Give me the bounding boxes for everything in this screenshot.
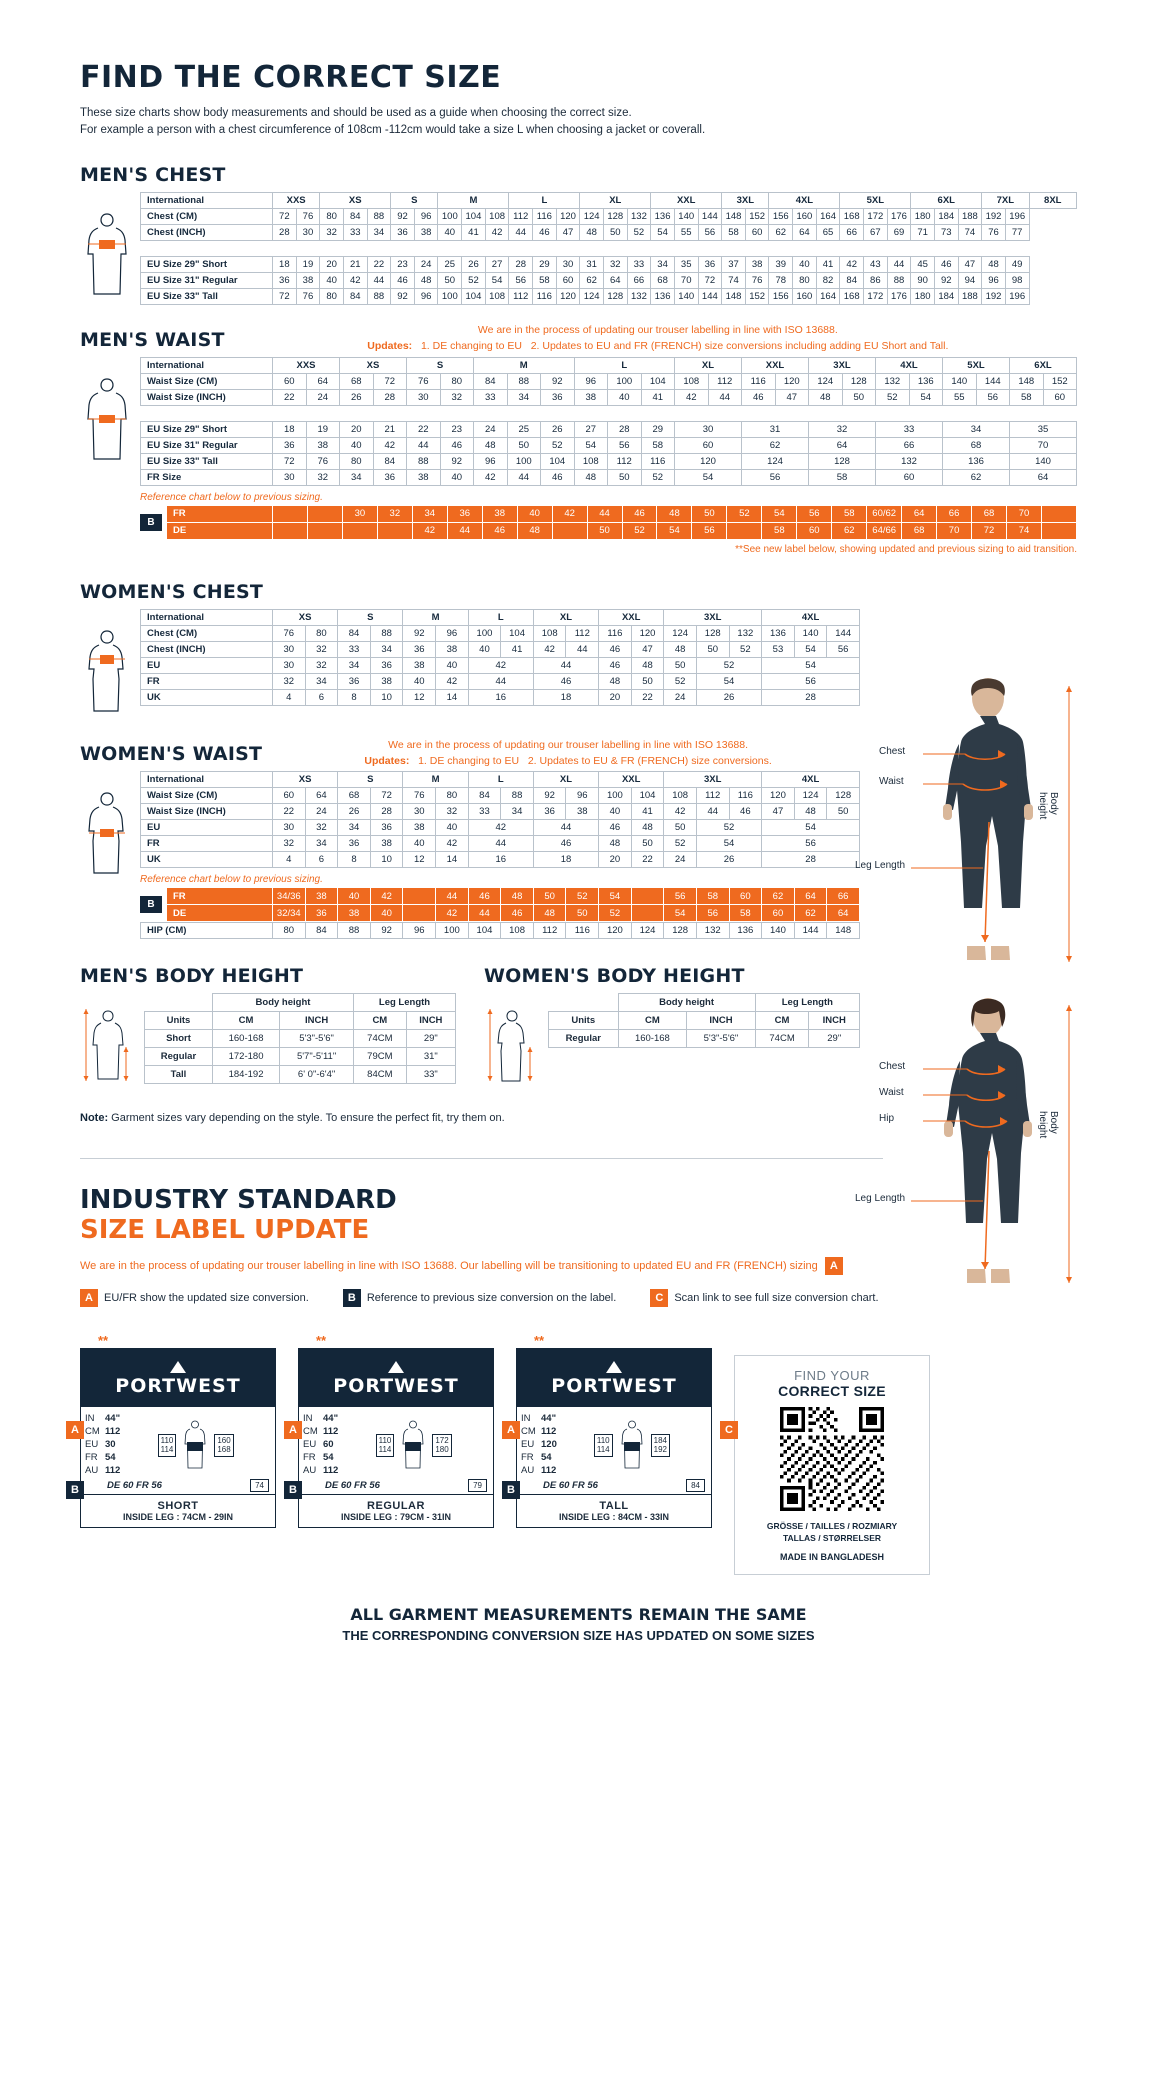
label-leg-regular: 79 xyxy=(468,1479,487,1492)
legend-text-b: Reference to previous size conversion on the label. xyxy=(366,1292,617,1305)
label-card-short xyxy=(71,1333,276,1528)
legend-text-c: Scan link to see full size conversion chart. xyxy=(674,1292,879,1305)
mens-waist-updates-label: Updates: xyxy=(367,340,413,353)
mens-waist-ref-note: Reference chart below to previous sizing. xyxy=(140,491,323,503)
womens-body-height-table xyxy=(548,993,860,1048)
col-header-international: International xyxy=(141,193,273,209)
label-footer-short: SHORT INSIDE LEG : 74CM - 29IN xyxy=(81,1494,275,1527)
female-model-figure xyxy=(883,991,1083,1291)
table-row: Chest (INCH) 30 32 33 34 36 38 40 41 42 44 46 47 48 50 52 53 54 56 xyxy=(141,641,860,657)
badge-a-inline: A xyxy=(825,1257,843,1275)
page-title: FIND THE CORRECT SIZE xyxy=(80,60,502,95)
qr-line-1: FIND YOUR xyxy=(794,1368,870,1384)
table-row: International XXS XS S M L XL XXL 3XL 4XL 5XL 6XL 7XL 8XL xyxy=(141,193,1077,209)
table-row: Waist Size (INCH) 22 24 26 28 30 32 33 34 36 38 40 41 42 44 46 47 48 50 xyxy=(141,804,860,820)
table-row: UK 4 6 8 10 12 14 16 18 20 22 24 26 28 xyxy=(141,689,860,705)
intro-line-1: These size charts show body measurements and should be used as a guide when choosing the correct size. xyxy=(80,107,632,119)
womens-chest-section xyxy=(80,581,860,720)
table-row: Body height Leg Length xyxy=(145,994,456,1012)
mens-waist-table xyxy=(140,357,1077,486)
mens-chest-heading: MEN'S CHEST xyxy=(80,164,226,187)
callout-female-body-height: Body height xyxy=(1037,1111,1059,1139)
mens-waist-iso-note: We are in the process of updating our trouser labelling in line with ISO 13688. xyxy=(477,324,838,337)
label-footer-tall: TALL INSIDE LEG : 84CM - 33IN xyxy=(517,1494,711,1527)
table-row: Chest (CM) 72 76 80 84 88 92 96 100 104 108 112 116 120 124 128 132 136 140 144 148 152 156 160 164 168 172 176 180 184 188 192 196 xyxy=(141,209,1077,225)
table-row: Regular 160-168 5'3"-5'6" 74CM 29" xyxy=(549,1030,860,1048)
womens-waist-heading: WOMEN'S WAIST xyxy=(80,743,263,766)
table-row: Waist Size (INCH) 22 24 26 28 30 32 33 34 36 38 40 41 42 44 46 47 48 50 52 54 55 56 58 60 xyxy=(141,389,1077,405)
portwest-logo-icon xyxy=(388,1361,404,1373)
badge-a-legend: A xyxy=(80,1289,98,1307)
womens-hip-table xyxy=(140,922,860,939)
female-model-block xyxy=(855,991,1083,1296)
table-row: UK 4 6 8 10 12 14 16 18 20 22 24 26 28 xyxy=(141,852,860,868)
womens-chest-table xyxy=(140,609,860,706)
body-height-section xyxy=(80,965,860,1090)
qr-line-4: TALLAS / STØRRELSER xyxy=(782,1532,882,1543)
male-model-figure xyxy=(883,672,1083,972)
qr-line-3: GRÖSSE / TAILLES / ROZMIARY xyxy=(766,1521,898,1532)
table-row: EU Size 33" Tall 72 76 80 84 88 92 96 100 104 108 112 116 120 124 128 132 136 140 144 148 152 156 160 164 168 172 176 180 184 188 192 196 xyxy=(141,289,1077,305)
table-row: International XS S M L XL XXL 3XL 4XL xyxy=(141,772,860,788)
footer-note-text: Garment sizes vary depending on the style. To ensure the perfect fit, try them on. xyxy=(108,1112,505,1125)
female-torso-figure xyxy=(80,609,140,720)
table-row: FR 30 32 34 36 38 40 42 44 46 48 50 52 54 56 58 60/62 64 66 68 70 xyxy=(167,505,1077,522)
badge-b-womens-waist: B xyxy=(140,896,162,913)
table-row: FR 34/36 38 40 42 44 46 48 50 52 54 56 58 60 62 64 66 xyxy=(167,888,860,905)
callout-female-waist: Waist xyxy=(879,1087,904,1098)
mens-chest-section xyxy=(80,164,1077,305)
womens-waist-update-1: 1. DE changing to EU xyxy=(418,754,520,767)
portwest-logo-icon xyxy=(170,1361,186,1373)
table-row: EU Size 31" Regular 36 38 40 42 44 46 48 50 52 54 56 58 60 62 64 66 68 70 72 74 76 78 80 82 84 86 88 90 92 94 96 98 xyxy=(141,273,1077,289)
label-figure-short: 110 114 160 168 xyxy=(120,1413,271,1477)
label-de-line-regular: DE 60 FR 56 xyxy=(325,1480,380,1492)
badge-a-label-tall: A xyxy=(502,1421,520,1439)
badge-c-legend: C xyxy=(650,1289,668,1307)
callout-female-chest: Chest xyxy=(879,1061,906,1072)
female-height-figure xyxy=(484,993,542,1090)
brand-block-tall xyxy=(517,1349,711,1407)
label-spec-tall: IN 44" CM 112 EU 120 FR 54 AU 112 xyxy=(521,1413,557,1476)
badge-c-qr: C xyxy=(720,1421,738,1439)
label-leg-tall: 84 xyxy=(686,1479,705,1492)
brand-block-regular xyxy=(299,1349,493,1407)
male-waist-figure xyxy=(80,357,140,468)
table-row: EU Size 29" Short 18 19 20 21 22 23 24 25 26 27 28 29 30 31 32 33 34 35 36 37 38 39 40 41 42 43 44 45 46 47 48 49 xyxy=(141,257,1077,273)
female-waist-figure xyxy=(80,771,140,882)
mens-waist-legacy-chart xyxy=(140,505,1077,540)
footer-note-label: Note: xyxy=(80,1112,109,1125)
table-row: Chest (CM) 76 80 84 88 92 96 100 104 108 112 116 120 124 128 132 136 140 144 xyxy=(141,625,860,641)
mens-waist-heading: MEN'S WAIST xyxy=(80,328,225,351)
table-row: Regular 172-180 5'7"-5'11" 79CM 31" xyxy=(145,1048,456,1066)
bottom-note-2: THE CORRESPONDING CONVERSION SIZE HAS UPDATED ON SOME SIZES xyxy=(342,1628,815,1644)
table-row: Units CM INCH CM INCH xyxy=(549,1012,860,1030)
table-row: International XXS XS S M L XL XXL 3XL 4XL 5XL 6XL xyxy=(141,357,1077,373)
brand-name-regular: PORTWEST xyxy=(333,1375,459,1398)
callout-female-hip: Hip xyxy=(879,1113,895,1124)
qr-line-5: MADE IN BANGLADESH xyxy=(779,1552,884,1563)
male-torso-figure xyxy=(80,192,140,303)
label-stars-short: ** xyxy=(98,1333,109,1349)
table-row: EU 30 32 34 36 38 40 42 44 46 48 50 52 54 xyxy=(141,820,860,836)
womens-body-height-heading: WOMEN'S BODY HEIGHT xyxy=(484,965,745,988)
mens-chest-table xyxy=(140,192,1077,305)
badge-a-label-short: A xyxy=(66,1421,84,1439)
label-de-line-tall: DE 60 FR 56 xyxy=(543,1480,598,1492)
label-spec-regular: IN 44" CM 112 EU 60 FR 54 AU 112 xyxy=(303,1413,339,1476)
brand-name-tall: PORTWEST xyxy=(551,1375,677,1398)
table-row: FR 32 34 36 38 40 42 44 46 48 50 52 54 56 xyxy=(141,836,860,852)
table-row: HIP (CM) 80 84 88 92 96 100 104 108 112 116 120 124 128 132 136 140 144 148 xyxy=(141,923,860,939)
label-figure-tall: 110 114 184 192 xyxy=(557,1413,707,1477)
badge-a-label-regular: A xyxy=(284,1421,302,1439)
qr-line-2: CORRECT SIZE xyxy=(778,1383,886,1400)
table-row: FR Size 30 32 34 36 38 40 42 44 46 48 50 52 54 56 58 60 62 64 xyxy=(141,469,1077,485)
intro-line-2: For example a person with a chest circumference of 108cm -112cm would take a size L when choosing a jacket or coverall. xyxy=(80,123,706,136)
table-row: Waist Size (CM) 60 64 68 72 76 80 84 88 92 96 100 104 108 112 116 120 124 128 132 136 140 144 148 152 xyxy=(141,373,1077,389)
womens-waist-updates-label: Updates: xyxy=(364,754,410,767)
table-row: DE 32/34 36 38 40 42 44 46 48 50 52 54 56 58 60 62 64 xyxy=(167,905,860,922)
callout-male-body-height: Body height xyxy=(1037,792,1059,820)
label-examples xyxy=(71,1333,1077,1575)
mens-body-height-table xyxy=(144,993,456,1084)
badge-b-label-short: B xyxy=(66,1481,84,1499)
womens-body-height-block xyxy=(484,965,860,1090)
bottom-note-1: ALL GARMENT MEASUREMENTS REMAIN THE SAME xyxy=(350,1605,807,1625)
mens-waist-update-2: 2. Updates to EU and FR (FRENCH) size conversions including adding EU Short and Tall. xyxy=(530,340,949,353)
label-spec-short: IN 44" CM 112 EU 30 FR 54 AU 112 xyxy=(85,1413,121,1476)
qr-card-wrapper xyxy=(725,1333,930,1575)
table-row: EU Size 31" Regular 36 38 40 42 44 46 48 50 52 54 56 58 60 62 64 66 68 70 xyxy=(141,437,1077,453)
badge-b-label-tall: B xyxy=(502,1481,520,1499)
label-figure-regular: 110 114 172 180 xyxy=(338,1413,489,1477)
table-row: DE 42 44 46 48 50 52 54 56 58 60 62 64/66 68 70 72 74 xyxy=(167,522,1077,539)
womens-waist-iso-note: We are in the process of updating our trouser labelling in line with ISO 13688. xyxy=(388,738,749,751)
qr-code-icon[interactable] xyxy=(780,1407,884,1511)
badge-b-label-regular: B xyxy=(284,1481,302,1499)
industry-intro-text: We are in the process of updating our trouser labelling in line with ISO 13688. Our labelling will be transitioning to updated EU and FR (FRENCH) sizing xyxy=(80,1260,818,1273)
male-height-figure xyxy=(80,993,138,1090)
label-stars-regular: ** xyxy=(316,1333,327,1349)
table-row: EU Size 29" Short 18 19 20 21 22 23 24 25 26 27 28 29 30 31 32 33 34 35 xyxy=(141,421,1077,437)
womens-chest-heading: WOMEN'S CHEST xyxy=(80,580,264,603)
mens-body-height-block xyxy=(80,965,456,1090)
mens-waist-footer-note: **See new label below, showing updated and previous sizing to aid transition. xyxy=(735,543,1077,555)
table-row: Short 160-168 5'3"-5'6" 74CM 29" xyxy=(145,1030,456,1048)
label-card-tall xyxy=(507,1333,712,1528)
mens-waist-update-1: 1. DE changing to EU xyxy=(420,340,522,353)
womens-waist-update-2: 2. Updates to EU & FR (FRENCH) size conversions. xyxy=(527,754,772,767)
page-intro xyxy=(80,105,1077,138)
label-footer-regular: REGULAR INSIDE LEG : 79CM - 31IN xyxy=(299,1494,493,1527)
table-row: Units CM INCH CM INCH xyxy=(145,1012,456,1030)
mens-waist-section xyxy=(80,323,1077,555)
label-de-line-short: DE 60 FR 56 xyxy=(107,1480,162,1492)
table-row: Body height Leg Length xyxy=(549,994,860,1012)
brand-name-short: PORTWEST xyxy=(115,1375,241,1398)
table-row: Waist Size (CM) 60 64 68 72 76 80 84 88 92 96 100 104 108 112 116 120 124 128 xyxy=(141,788,860,804)
industry-title-line-2: SIZE LABEL UPDATE xyxy=(80,1215,370,1246)
industry-title-line-1: INDUSTRY STANDARD xyxy=(80,1185,397,1216)
male-model-block xyxy=(855,672,1083,977)
callout-male-leg-length: Leg Length xyxy=(855,860,906,871)
badge-b-mens-waist: B xyxy=(140,514,162,531)
label-card-regular xyxy=(289,1333,494,1528)
table-row: International XS S M L XL XXL 3XL 4XL xyxy=(141,609,860,625)
table-row: EU Size 33" Tall 72 76 80 84 88 92 96 100 104 108 112 116 120 124 128 132 136 140 xyxy=(141,453,1077,469)
table-row: Tall 184-192 6' 0"-6'4" 84CM 33" xyxy=(145,1066,456,1084)
callout-male-waist: Waist xyxy=(879,776,904,787)
table-row: Chest (INCH) 28 30 32 33 34 36 38 40 41 42 44 46 47 48 50 52 54 55 56 58 60 62 64 65 66 67 69 71 73 74 76 77 xyxy=(141,225,1077,241)
table-row: EU 30 32 34 36 38 40 42 44 46 48 50 52 54 xyxy=(141,657,860,673)
legend-text-a: EU/FR show the updated size conversion. xyxy=(104,1292,309,1305)
callout-female-leg-length: Leg Length xyxy=(855,1193,906,1204)
womens-waist-section xyxy=(80,738,860,940)
mens-body-height-heading: MEN'S BODY HEIGHT xyxy=(80,965,304,988)
qr-card[interactable] xyxy=(734,1355,930,1575)
brand-block-short xyxy=(81,1349,275,1407)
womens-waist-table xyxy=(140,771,860,868)
label-leg-short: 74 xyxy=(250,1479,269,1492)
callout-male-chest: Chest xyxy=(879,746,906,757)
table-row: FR 32 34 36 38 40 42 44 46 48 50 52 54 56 xyxy=(141,673,860,689)
model-illustrations xyxy=(855,672,1083,1310)
badge-b-legend: B xyxy=(343,1289,361,1307)
womens-waist-legacy-chart xyxy=(140,887,860,922)
portwest-logo-icon xyxy=(606,1361,622,1373)
womens-waist-ref-note: Reference chart below to previous sizing. xyxy=(140,874,323,886)
label-stars-tall: ** xyxy=(534,1333,545,1349)
